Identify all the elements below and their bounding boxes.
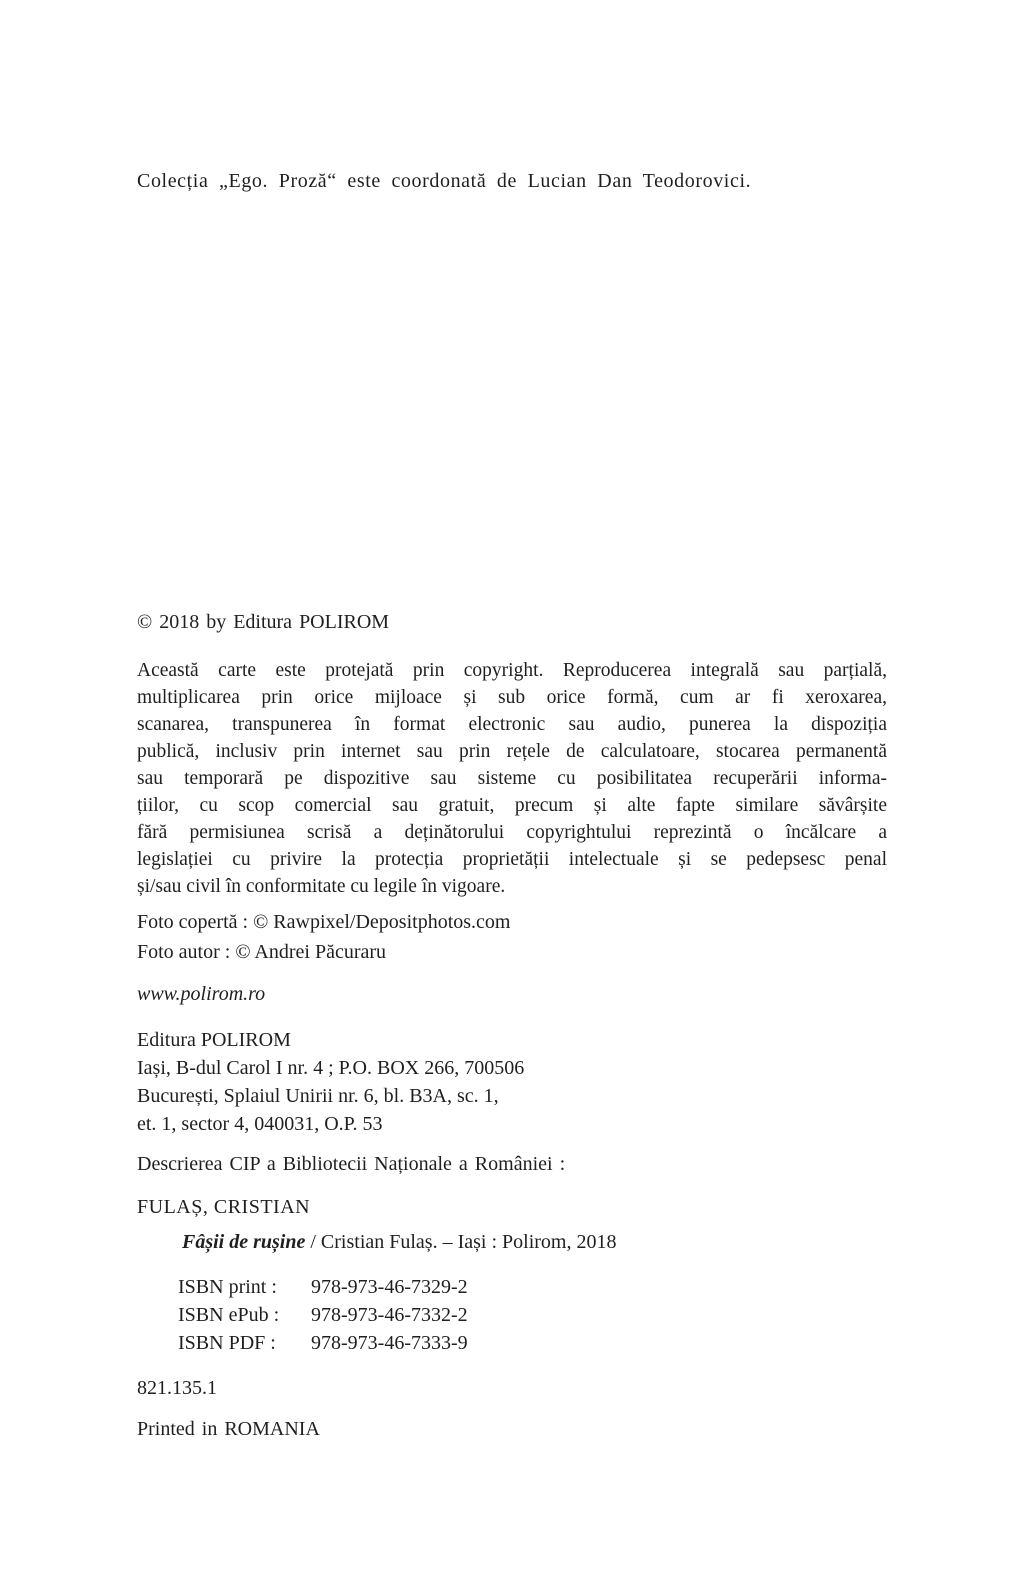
legal-paragraph-line: multiplicarea prin orice mijloace și sub orice formă, cum ar fi xeroxarea, xyxy=(137,687,887,708)
book-title: Fâșii de rușine xyxy=(182,1231,306,1253)
publisher-name: Editura POLIROM xyxy=(137,1029,291,1051)
legal-paragraph-line: fără permisiunea scrisă a deținătorului copyrightului reprezintă o încălcare a xyxy=(137,822,887,843)
legal-paragraph-line: și/sau civil în conformitate cu legile în vigoare. xyxy=(137,876,506,897)
udc-classification: 821.135.1 xyxy=(137,1377,217,1399)
cip-author: FULAȘ, CRISTIAN xyxy=(137,1196,311,1218)
legal-paragraph xyxy=(137,657,887,900)
cip-heading: Descrierea CIP a Bibliotecii Naționale a României : xyxy=(137,1153,566,1175)
photo-credit-author: Foto autor : © Andrei Păcuraru xyxy=(137,941,387,963)
cip-title-line xyxy=(137,1229,887,1256)
isbn-list xyxy=(137,1273,887,1357)
legal-paragraph-line: publică, inclusiv prin internet sau prin rețele de calculatoare, stocarea permanentă xyxy=(137,741,887,762)
isbn-row xyxy=(178,1329,887,1357)
publisher-website: www.polirom.ro xyxy=(137,983,266,1005)
isbn-row xyxy=(178,1301,887,1329)
photo-credit-cover: Foto copertă : © Rawpixel/Depositphotos.com xyxy=(137,911,511,933)
isbn-value: 978-973-46-7333-9 xyxy=(311,1332,468,1354)
isbn-row xyxy=(178,1273,887,1301)
publisher-address-line: et. 1, sector 4, 040031, O.P. 53 xyxy=(137,1113,383,1135)
publisher-address xyxy=(137,1026,887,1138)
collection-note: Colecția „Ego. Proză“ este coordonată de Lucian Dan Teodorovici. xyxy=(137,170,752,192)
publisher-address-line: Iași, B-dul Carol I nr. 4 ; P.O. BOX 266, 700506 xyxy=(137,1057,525,1079)
isbn-label: ISBN ePub : xyxy=(178,1304,280,1326)
isbn-value: 978-973-46-7332-2 xyxy=(311,1304,468,1326)
legal-paragraph-line: legislației cu privire la protecția proprietății intelectuale și se pedepsesc penal xyxy=(137,849,887,870)
publisher-address-line: București, Splaiul Unirii nr. 6, bl. B3A, sc. 1, xyxy=(137,1085,499,1107)
legal-paragraph-line: scanarea, transpunerea în format electronic sau audio, punerea la dispoziția xyxy=(137,714,887,735)
isbn-label: ISBN PDF : xyxy=(178,1332,276,1354)
isbn-label: ISBN print : xyxy=(178,1276,277,1298)
printed-in-note: Printed in ROMANIA xyxy=(137,1418,320,1440)
copyright-notice: © 2018 by Editura POLIROM xyxy=(137,611,390,633)
cip-title-rest: / Cristian Fulaș. – Iași : Polirom, 2018 xyxy=(305,1231,617,1253)
photo-credits xyxy=(137,907,887,967)
legal-paragraph-line: sau temporară pe dispozitive sau sisteme cu posibilitatea recuperării informa- xyxy=(137,768,887,789)
isbn-value: 978-973-46-7329-2 xyxy=(311,1276,468,1298)
legal-paragraph-line: Această carte este protejată prin copyright. Reproducerea integrală sau parțială, xyxy=(137,660,887,681)
legal-paragraph-line: țiilor, cu scop comercial sau gratuit, precum și alte fapte similare săvârșite xyxy=(137,795,887,816)
